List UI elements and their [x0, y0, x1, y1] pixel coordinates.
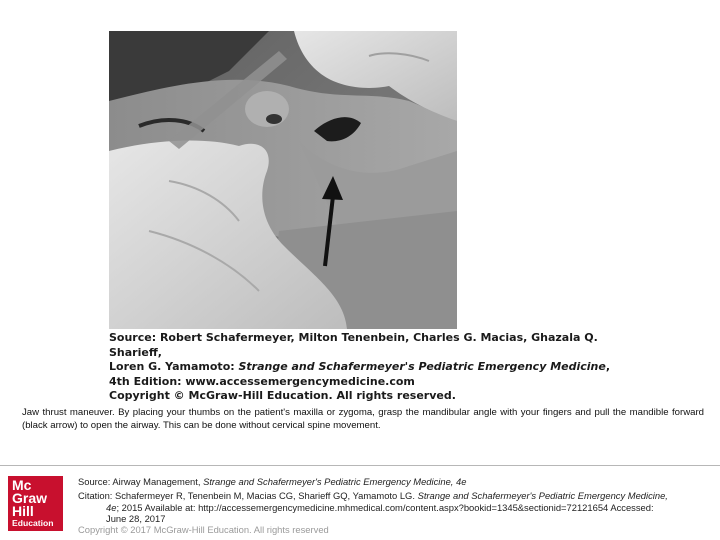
mcgraw-hill-education-logo	[8, 476, 63, 531]
photo-credit	[109, 331, 629, 404]
citation-title: Strange and Schafermeyer's Pediatric Emergency Medicine,	[417, 490, 668, 501]
copyright-notice: Copyright © 2017 McGraw-Hill Education. All rights reserved	[78, 524, 329, 535]
source-prefix: Source: Airway Management,	[78, 476, 204, 487]
photo-credit-comma: ,	[605, 360, 611, 373]
photo-credit-authors: Loren G. Yamamoto:	[109, 360, 239, 373]
photo-credit-line-1: Source: Robert Schafermeyer, Milton Tenenbein, Charles G. Macias, Ghazala Q. Sharieff,	[109, 331, 598, 359]
logo-line-1: Mc	[12, 477, 32, 493]
photo-credit-line-3: 4th Edition: www.accessemergencymedicine.com	[109, 374, 415, 388]
citation-url: ; 2015 Available at: http://accessemergencymedicine.mhmedical.com/content.aspx?bookid=1345&sectionid=72121654 Accessed:	[116, 501, 654, 513]
divider	[0, 465, 720, 466]
logo-line-3: Hill	[12, 503, 34, 519]
citation-edition: 4e	[106, 501, 117, 513]
citation-accessed-date: June 28, 2017	[106, 513, 166, 525]
citation-continuation	[78, 502, 710, 525]
photo-credit-line-2	[109, 360, 629, 375]
jaw-thrust-photo	[109, 31, 457, 329]
citation	[78, 490, 710, 525]
photo-credit-book-title: Strange and Schafermeyer's Pediatric Emergency Medicine	[238, 360, 606, 373]
figure-caption: Jaw thrust maneuver. By placing your thumbs on the patient's maxilla or zygoma, grasp the mandibular angle with your fingers and pull the mandible forward (black arrow) to open the airway. This can be done without cervical spine movement.	[22, 407, 704, 431]
logo-line-2: Graw	[12, 490, 48, 506]
photo-credit-line-4: Copyright © McGraw-Hill Education. All rights reserved.	[109, 389, 456, 402]
source-title: Strange and Schafermeyer's Pediatric Emergency Medicine, 4e	[203, 476, 467, 487]
citation-prefix: Citation: Schafermeyer R, Tenenbein M, Macias CG, Sharieff GQ, Yamamoto LG.	[78, 490, 418, 501]
logo-line-4: Education	[12, 518, 54, 528]
source-line	[78, 476, 708, 488]
